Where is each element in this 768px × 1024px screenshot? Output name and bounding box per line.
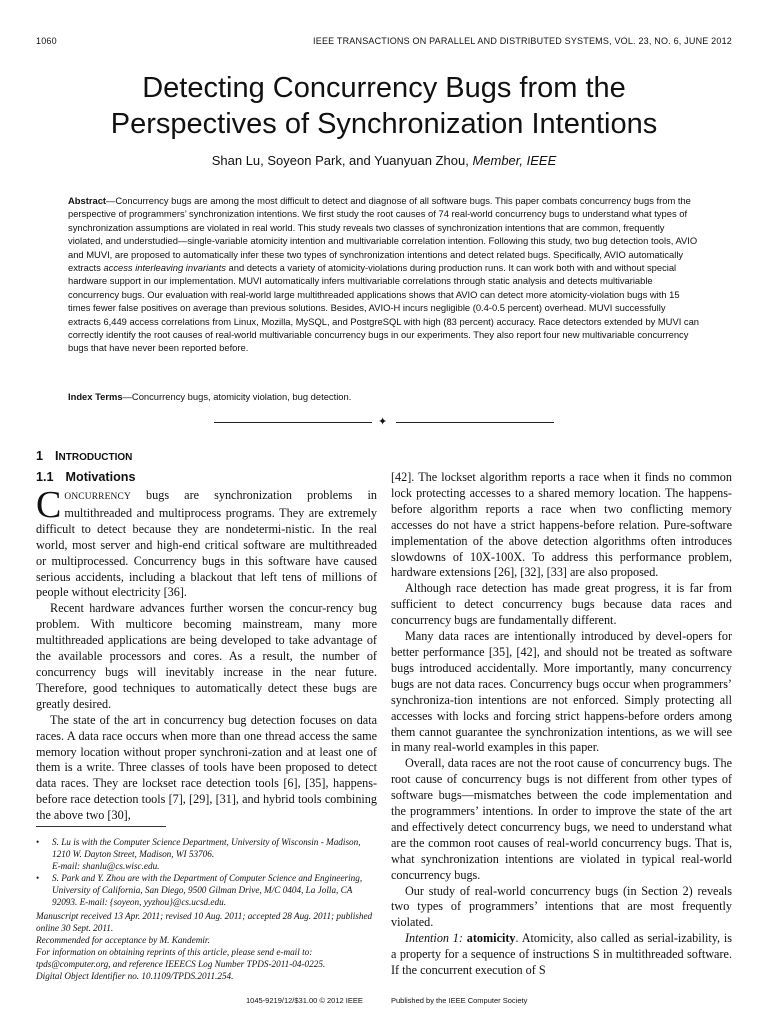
title-line-2: Perspectives of Synchronization Intentions [110,108,658,140]
journal-line: IEEE TRANSACTIONS ON PARALLEL AND DISTRIBUTED SYSTEMS, VOL. 23, NO. 6, JUNE 2012 [313,36,732,46]
divider-line-left [214,422,372,423]
recommended-by: Recommended for acceptance by M. Kandemir. [36,935,210,945]
index-terms [68,390,700,403]
title-line-1: Detecting Concurrency Bugs from the [142,72,626,104]
reprints-info: For information on obtaining reprints of this article, please send e-mail to: tpds@computer.org, and reference IEEECS Log Number TPDS-2011-04-0225. [36,947,326,969]
authors [36,153,732,168]
subsection-heading [36,470,135,484]
abstract-text-2: and detects a variety of atomicity-violations during production runs. It can work both with and without special hardware support in our implementation. MUVI automatically infers multivariable correlations through static analysis and detects multivariable concurrency bugs. Our evaluation with real-world large multithreaded applications shows that AVIO can detect more atomicity-violation bugs with 15 times fewer false positives on average than previous solutions. Besides, AVIO-H incurs negligible (0.4-0.5 percent) overhead. MUVI successfully extracts 6,449 access correlations from Linux, Mozilla, MySQL, and PostgreSQL with high (83 percent) accuracy. Race detectors extended by MUVI can correctly identify the root causes of real-world multivariable concurrency bugs in our experiments. They also report four new multivariable concurrency bugs that have never been reported before. [68,262,700,354]
abstract-label: Abstract [68,195,107,206]
paragraph: Overall, data races are not the root cause of concurrency bugs. The root cause of concurrency bugs is not different from other types of software bugs—mismatches between the code implementation and the programmers’ intentions. In order to improve the state of the art and effectively detect concurrency bugs, we need to understand what are the common root causes of real-world concurrency bugs. That is, what synchronization intentions are violated in typical real-world concurrency bugs. [391,756,732,882]
bullet-icon: • [36,837,40,847]
divider-line-right [396,422,554,423]
footnote-text: S. Lu is with the Computer Science Department, University of Wisconsin - Madison, 1210 W. Dayton Street, Madison, WI 53706. [52,837,361,859]
publisher-line: Published by the IEEE Computer Society [391,996,528,1005]
copyright-line: 1045-9219/12/$31.00 © 2012 IEEE [246,996,363,1005]
subsection-title: Motivations [65,470,136,484]
section-title-rest: NTRODUCTION [58,452,133,463]
paragraph: Recent hardware advances further worsen the concur-rency bug problem. With multicore becoming mainstream, many more multithreaded applications are being developed to take advantage of the available processors and cores. As a result, the number of concurrency bugs will inevitably increase in the near future. Therefore, good techniques to automatically detect these bugs are greatly desired. [36,601,377,711]
section-divider [214,418,554,428]
paragraph-text: . Atomicity, also called as serial-izability, is a property for a sequence of instructions S in multithreaded software. If the concurrent execution of S [391,931,733,978]
author-membership: Member, IEEE [472,153,557,168]
footnote-rule [36,826,166,827]
paragraph-text: bugs are synchronization problems in multithreaded and multiprocess programs. They are extremely difficult to detect because they are nondetermi-nistic. In the real world, most server and high-end critical software are multithreaded or multiprocessed. Concurrency bugs in this software have caused serious accidents, including a blackout that left tens of millions of people without electricity [36]. [36,488,377,600]
paragraph: [42]. The lockset algorithm reports a race when it finds no common lock protecting accesses to a shared memory location. The happens-before algorithm reports a race when two conflicting memory accesses do not have a strict happens-before relation. Pure-software implementation of the above detection algorithms often introduces slowdowns of 10X-100X. To address this performance problem, hardware extensions [26], [32], [33] are also proposed. [391,470,732,580]
abstract [68,194,700,355]
bullet-icon: • [36,873,40,883]
abstract-text-1: —Concurrency bugs are among the most difficult to detect and diagnose of all software bugs. This paper combats concurrency bugs from the perspective of programmers’ synchronization intentions. We first study the root causes of 74 real-world concurrency bugs to understand what types of synchronization assumptions are violated in real world. This study reveals two classes of synchronization intentions that are common, frequently violated, and understudied—single-variable atomicity intention and multivariable correlation intention. Following this study, two bug detection tools, AVIO and MUVI, are proposed to automatically infer these two types of synchronization intentions and detect related bugs. Specifically, AVIO automatically extracts [68,195,698,274]
paper-title [36,70,732,142]
small-caps-word: ONCURRENCY [64,492,131,502]
footnote-affiliation [36,872,377,908]
right-column [391,470,732,979]
section-number: 1 [36,449,44,463]
subsection-number: 1.1 [36,470,54,484]
paragraph: Our study of real-world concurrency bugs (in Section 2) reveals two types of programmers’ intentions that are most frequently violated. [391,883,732,930]
footnote-email: E-mail: shanlu@cs.wisc.edu. [52,861,160,871]
left-column [36,484,377,824]
footnote-affiliation [36,836,377,872]
paragraph [391,931,732,979]
page-number: 1060 [36,36,57,46]
abstract-text-italic: access interleaving invariants [103,262,226,274]
paragraph: Although race detection has made great progress, it is far from sufficient to detect concurrency bugs because data races and concurrency bugs are fundamentally different. [391,581,732,628]
paragraph [36,484,377,601]
footnote-text: S. Park and Y. Zhou are with the Department of Computer Science and Engineering, University of California, San Diego, 9500 Gilman Drive, M/C 0404, La Jolla, CA 92093. E-mail: {soyeon, yyzhou}@cs.ucsd.edu. [52,873,363,907]
author-names: Shan Lu, Soyeon Park, and Yuanyuan Zhou, [211,153,469,168]
section-heading [36,449,132,463]
drop-cap: C [36,484,62,526]
index-terms-label: Index Terms [68,391,123,402]
section-title-initial: I [55,449,59,463]
footnotes [36,836,377,982]
intention-label: Intention 1: [405,931,463,946]
paragraph: Many data races are intentionally introduced by devel-opers for better performance [35], [42], and should not be treated as software bugs introduced accidentally. More importantly, many concurrency bugs are not data races. Concurrency bugs occur when programmers’ synchroniza-tion intentions are not enforced. Simply protecting all accesses with locks and forcing strict happens-before orders among them cannot guarantee the synchronization intentions, as we will see in many real-world examples in this paper. [391,629,732,755]
divider-ornament-icon: ✦ [378,416,388,428]
intention-term: atomicity [466,931,516,946]
manuscript-history: Manuscript received 13 Apr. 2011; revised 10 Aug. 2011; accepted 28 Aug. 2011; published online 30 Sept. 2011. [36,911,373,933]
doi: Digital Object Identifier no. 10.1109/TPDS.2011.254. [36,971,234,981]
index-terms-text: —Concurrency bugs, atomicity violation, bug detection. [122,391,352,402]
paragraph: The state of the art in concurrency bug detection focuses on data races. A data race occurs when more than one thread access the same memory location without proper synchroni-zation and at least one of them is a write. Three classes of tools have been proposed to detect data races. They are lockset race detection tools [6], [35], happens-before race detection tools [7], [29], [31], and hybrid tools combining the above two [30], [36,712,377,823]
